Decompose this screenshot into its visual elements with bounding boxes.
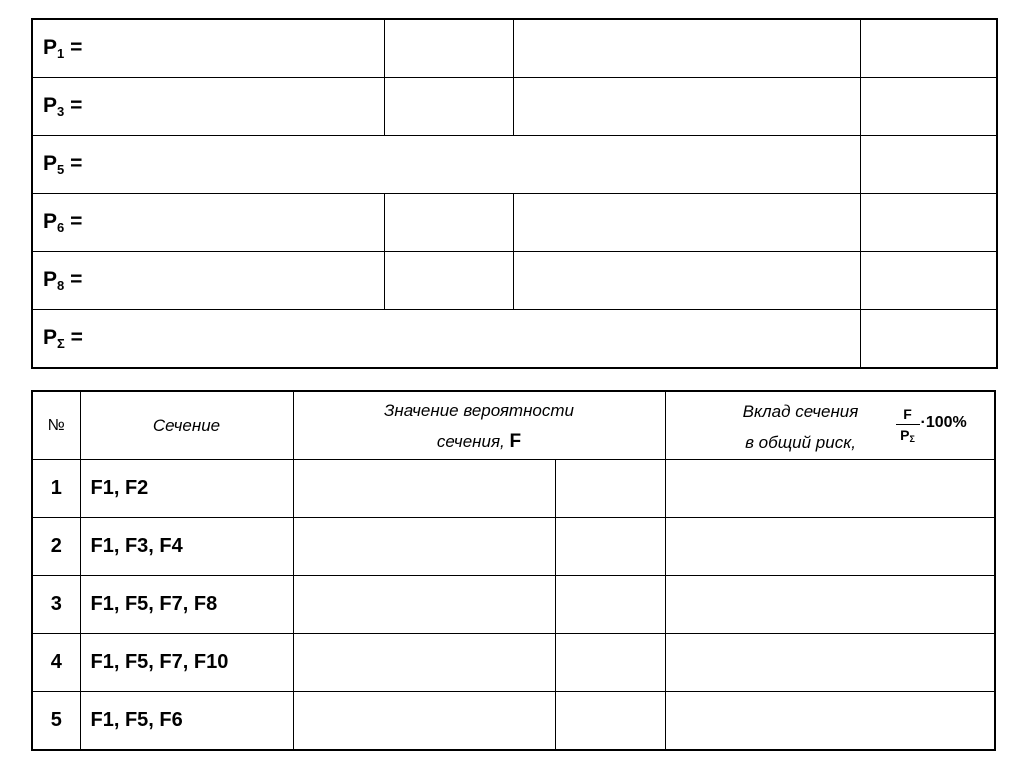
table-cell[interactable]: [293, 692, 555, 751]
table-row: [32, 576, 995, 634]
table-row: [32, 692, 995, 751]
table-cell[interactable]: [555, 576, 665, 634]
p8-label: $P_8$ =: [32, 252, 384, 310]
table-cell[interactable]: [513, 194, 860, 252]
table-row: [32, 19, 997, 78]
table-cell[interactable]: [665, 576, 995, 634]
table-header-row: [32, 391, 995, 460]
table-cell[interactable]: [860, 78, 997, 136]
table-cell[interactable]: [384, 19, 513, 78]
table-cell[interactable]: [860, 252, 997, 310]
table-row: [32, 78, 997, 136]
table-row: [32, 310, 997, 369]
probability-header-line1: Значение вероятности: [384, 400, 575, 420]
row-number: 4: [32, 634, 80, 692]
row-number: 5: [32, 692, 80, 751]
row-number: 2: [32, 518, 80, 576]
table-cell[interactable]: [860, 194, 997, 252]
table-cell[interactable]: [293, 576, 555, 634]
table-cell[interactable]: [665, 634, 995, 692]
probability-summary-table: [31, 18, 998, 369]
section-cell: F1, F5, F6: [80, 692, 293, 751]
table-cell[interactable]: [555, 518, 665, 576]
table-cell[interactable]: [384, 252, 513, 310]
section-contribution-table: [31, 390, 996, 751]
table-cell[interactable]: [555, 460, 665, 518]
table-cell[interactable]: [384, 194, 513, 252]
p3-label: $P_3$ =: [32, 78, 384, 136]
table-cell[interactable]: [513, 78, 860, 136]
section-column-header: Сечение: [80, 391, 293, 460]
table-row: [32, 194, 997, 252]
table-row: [32, 460, 995, 518]
table-cell[interactable]: [513, 252, 860, 310]
section-cell: F1, F2: [80, 460, 293, 518]
row-number: 1: [32, 460, 80, 518]
table-cell[interactable]: [665, 692, 995, 751]
table-cell[interactable]: [860, 19, 997, 78]
probability-symbol: F: [509, 430, 522, 452]
section-cell: F1, F5, F7, F8: [80, 576, 293, 634]
contribution-fraction: [896, 406, 920, 447]
contribution-header-line1: Вклад сечения: [742, 402, 859, 421]
p1-label: $P_1$ =: [32, 19, 384, 78]
table-cell[interactable]: [555, 692, 665, 751]
percent-multiplier: ·100%: [920, 414, 967, 431]
table-row: [32, 136, 997, 194]
table-cell[interactable]: [293, 634, 555, 692]
p6-label: $P_6$ =: [32, 194, 384, 252]
fraction-denominator: $P_\Sigma$: [900, 427, 915, 444]
table-cell[interactable]: [384, 78, 513, 136]
table-cell[interactable]: [665, 460, 995, 518]
section-cell: F1, F5, F7, F10: [80, 634, 293, 692]
table-cell[interactable]: [293, 460, 555, 518]
p5-label: $P_5$ =: [32, 136, 860, 194]
number-column-header: №: [32, 391, 80, 460]
probability-header-line2: сечения,: [436, 431, 510, 451]
contribution-header-text: [716, 396, 886, 458]
fraction-numerator: F: [896, 406, 920, 425]
table-row: [32, 252, 997, 310]
probability-column-header: [293, 391, 665, 460]
table-cell[interactable]: [860, 136, 997, 194]
table-cell[interactable]: [293, 518, 555, 576]
table-cell[interactable]: [860, 310, 997, 369]
row-number: 3: [32, 576, 80, 634]
section-cell: F1, F3, F4: [80, 518, 293, 576]
contribution-header-line2: в общий риск,: [745, 433, 856, 452]
table-row: [32, 634, 995, 692]
contribution-column-header: [665, 391, 995, 460]
p-sigma-label: $P_\Sigma$ =: [32, 310, 860, 369]
table-cell[interactable]: [513, 19, 860, 78]
table-cell[interactable]: [555, 634, 665, 692]
table-row: [32, 518, 995, 576]
table-cell[interactable]: [665, 518, 995, 576]
